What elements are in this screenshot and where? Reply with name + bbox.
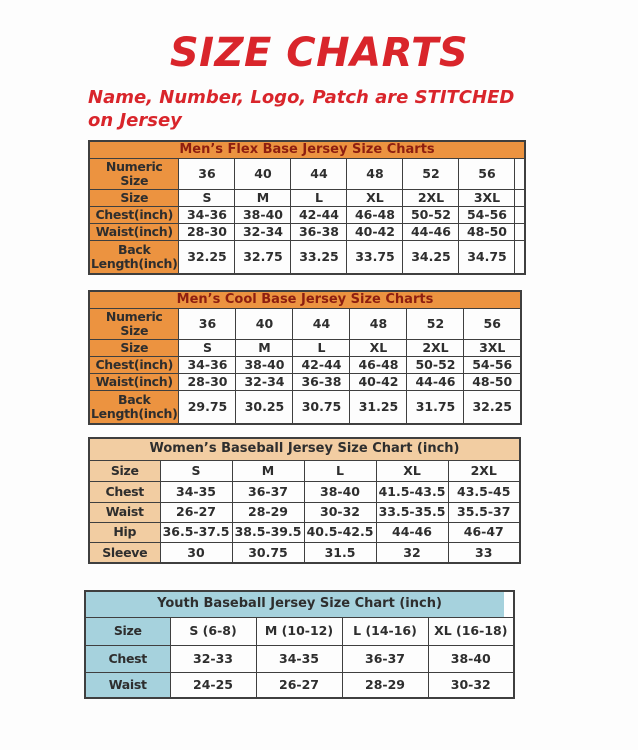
mens-cool-base-grid — [88, 290, 522, 425]
mens-flex-base-cell-value: 42-44 — [291, 206, 347, 223]
mens-flex-base-cell-value: 34.25 — [403, 240, 459, 274]
mens-flex-base-cell-value: 44 — [291, 158, 347, 189]
womens-baseball-row-4 — [89, 542, 520, 563]
page-title: SIZE CHARTS — [169, 30, 469, 76]
womens-baseball-cell-value: 34-35 — [160, 481, 232, 502]
mens-flex-base-row-3 — [89, 223, 525, 240]
mens-cool-base-cell-value: 32.25 — [464, 390, 521, 424]
mens-flex-base-cell-value: 34.75 — [459, 240, 515, 274]
youth-baseball-row-2 — [85, 672, 514, 698]
youth-baseball-cell-value: 34-35 — [256, 645, 342, 672]
womens-baseball-row-1 — [89, 481, 520, 502]
mens-flex-base-cell-value: 3XL — [459, 189, 515, 206]
mens-flex-base-row-1 — [89, 189, 525, 206]
mens-cool-base-cell-value: 56 — [464, 308, 521, 339]
womens-baseball-cell-value: 33 — [448, 542, 520, 563]
youth-baseball-row-1 — [85, 645, 514, 672]
mens-flex-base-cell-value: 34-36 — [179, 206, 235, 223]
mens-flex-base-cell-value: M — [235, 189, 291, 206]
mens-flex-base-cell-value: 54-56 — [459, 206, 515, 223]
stitched-note-line1: Name, Number, Logo, Patch are STITCHED — [88, 87, 515, 108]
womens-baseball-cell-value: 41.5-43.5 — [376, 481, 448, 502]
mens-flex-base-cell-value: 44-46 — [403, 223, 459, 240]
womens-baseball-row-label: Hip — [89, 522, 160, 542]
womens-baseball-table-title: Women’s Baseball Jersey Size Chart (inch) — [89, 438, 520, 460]
mens-cool-base-cell-value: 54-56 — [464, 356, 521, 373]
mens-cool-base-cell-value: 36-38 — [293, 373, 350, 390]
youth-baseball-cell-value: XL (16-18) — [428, 617, 514, 645]
youth-baseball-cell-value: 28-29 — [342, 672, 428, 698]
youth-baseball-row-label: Chest — [85, 645, 170, 672]
mens-flex-base-cell-value: 52 — [403, 158, 459, 189]
mens-flex-base-cell-value: 32.25 — [179, 240, 235, 274]
mens-cool-base-cell-value: L — [293, 339, 350, 356]
mens-cool-base-row-label: Chest(inch) — [89, 356, 179, 373]
mens-cool-base-cell-value: 28-30 — [179, 373, 236, 390]
mens-cool-base-cell-value: 40 — [236, 308, 293, 339]
mens-cool-base-cell-value: 50-52 — [407, 356, 464, 373]
mens-flex-base-cell-value: 28-30 — [179, 223, 235, 240]
mens-cool-base-cell-value: 31.25 — [350, 390, 407, 424]
mens-flex-base-cell-value: 33.25 — [291, 240, 347, 274]
mens-flex-base-empty-cell — [515, 223, 525, 240]
mens-cool-base-cell-value: 38-40 — [236, 356, 293, 373]
mens-cool-base-cell-value: 48-50 — [464, 373, 521, 390]
mens-cool-base-row-2 — [89, 356, 521, 373]
youth-baseball-size-table — [84, 590, 515, 699]
mens-flex-base-cell-value: 32-34 — [235, 223, 291, 240]
mens-cool-base-size-table — [88, 290, 522, 425]
mens-flex-base-cell-value: 50-52 — [403, 206, 459, 223]
mens-cool-base-cell-value: 42-44 — [293, 356, 350, 373]
womens-baseball-cell-value: 26-27 — [160, 502, 232, 522]
mens-cool-base-row-label: Back Length(inch) — [89, 390, 179, 424]
mens-flex-base-cell-value: XL — [347, 189, 403, 206]
mens-cool-base-row-0 — [89, 308, 521, 339]
womens-baseball-row-2 — [89, 502, 520, 522]
mens-cool-base-cell-value: 32-34 — [236, 373, 293, 390]
womens-baseball-cell-value: 43.5-45 — [448, 481, 520, 502]
mens-cool-base-cell-value: 29.75 — [179, 390, 236, 424]
mens-flex-base-cell-value: 56 — [459, 158, 515, 189]
mens-cool-base-cell-value: 44-46 — [407, 373, 464, 390]
mens-cool-base-cell-value: 30.25 — [236, 390, 293, 424]
mens-flex-base-row-0 — [89, 158, 525, 189]
mens-cool-base-cell-value: 48 — [350, 308, 407, 339]
youth-baseball-row-0 — [85, 617, 514, 645]
womens-baseball-row-label: Waist — [89, 502, 160, 522]
mens-cool-base-row-1 — [89, 339, 521, 356]
youth-baseball-cell-value: S (6-8) — [170, 617, 256, 645]
mens-cool-base-cell-value: 44 — [293, 308, 350, 339]
mens-cool-base-cell-value: 52 — [407, 308, 464, 339]
womens-baseball-row-label: Chest — [89, 481, 160, 502]
womens-baseball-cell-value: 28-29 — [232, 502, 304, 522]
womens-baseball-cell-value: M — [232, 460, 304, 481]
mens-flex-base-cell-value: S — [179, 189, 235, 206]
mens-flex-base-cell-value: 48-50 — [459, 223, 515, 240]
mens-flex-base-size-table — [88, 140, 526, 275]
womens-baseball-row-label: Size — [89, 460, 160, 481]
womens-baseball-cell-value: 35.5-37 — [448, 502, 520, 522]
womens-baseball-cell-value: 30.75 — [232, 542, 304, 563]
youth-baseball-grid — [84, 590, 515, 699]
mens-flex-base-row-label: Chest(inch) — [89, 206, 179, 223]
mens-cool-base-row-4 — [89, 390, 521, 424]
youth-baseball-cell-value: 24-25 — [170, 672, 256, 698]
mens-flex-base-cell-value: 36-38 — [291, 223, 347, 240]
mens-cool-base-cell-value: 40-42 — [350, 373, 407, 390]
youth-baseball-row-label: Size — [85, 617, 170, 645]
mens-cool-base-row-label: Size — [89, 339, 179, 356]
mens-flex-base-table-title: Men’s Flex Base Jersey Size Charts — [89, 141, 525, 158]
mens-flex-base-row-label: Size — [89, 189, 179, 206]
womens-baseball-cell-value: 2XL — [448, 460, 520, 481]
mens-flex-base-cell-value: 40 — [235, 158, 291, 189]
mens-flex-base-row-4 — [89, 240, 525, 274]
mens-flex-base-row-label: Waist(inch) — [89, 223, 179, 240]
mens-cool-base-cell-value: M — [236, 339, 293, 356]
youth-baseball-cell-value: 30-32 — [428, 672, 514, 698]
youth-baseball-cell-value: M (10-12) — [256, 617, 342, 645]
womens-baseball-row-label: Sleeve — [89, 542, 160, 563]
mens-flex-base-cell-value: 32.75 — [235, 240, 291, 274]
womens-baseball-row-0 — [89, 460, 520, 481]
womens-baseball-cell-value: 46-47 — [448, 522, 520, 542]
womens-baseball-cell-value: 31.5 — [304, 542, 376, 563]
mens-cool-base-cell-value: 30.75 — [293, 390, 350, 424]
mens-cool-base-row-3 — [89, 373, 521, 390]
mens-cool-base-row-label: Waist(inch) — [89, 373, 179, 390]
mens-cool-base-cell-value: 31.75 — [407, 390, 464, 424]
womens-baseball-row-3 — [89, 522, 520, 542]
mens-flex-base-empty-cell — [515, 240, 525, 274]
womens-baseball-size-table — [88, 437, 521, 564]
womens-baseball-cell-value: 30-32 — [304, 502, 376, 522]
mens-flex-base-row-label: Numeric Size — [89, 158, 179, 189]
mens-flex-base-cell-value: 33.75 — [347, 240, 403, 274]
mens-cool-base-cell-value: S — [179, 339, 236, 356]
mens-flex-base-row-label: Back Length(inch) — [89, 240, 179, 274]
youth-baseball-cell-value: 36-37 — [342, 645, 428, 672]
mens-flex-base-row-2 — [89, 206, 525, 223]
youth-baseball-row-label: Waist — [85, 672, 170, 698]
womens-baseball-cell-value: XL — [376, 460, 448, 481]
stitched-note — [88, 86, 558, 132]
mens-flex-base-cell-value: 40-42 — [347, 223, 403, 240]
womens-baseball-cell-value: 40.5-42.5 — [304, 522, 376, 542]
youth-baseball-cell-value: 32-33 — [170, 645, 256, 672]
mens-cool-base-cell-value: 36 — [179, 308, 236, 339]
mens-cool-base-cell-value: 2XL — [407, 339, 464, 356]
womens-baseball-cell-value: L — [304, 460, 376, 481]
mens-flex-base-cell-value: 46-48 — [347, 206, 403, 223]
mens-flex-base-empty-cell — [515, 158, 525, 189]
mens-flex-base-empty-cell — [515, 189, 525, 206]
mens-cool-base-cell-value: 34-36 — [179, 356, 236, 373]
womens-baseball-cell-value: 38-40 — [304, 481, 376, 502]
womens-baseball-cell-value: 38.5-39.5 — [232, 522, 304, 542]
womens-baseball-grid — [88, 437, 521, 564]
womens-baseball-cell-value: S — [160, 460, 232, 481]
mens-cool-base-table-title: Men’s Cool Base Jersey Size Charts — [89, 291, 521, 308]
womens-baseball-cell-value: 33.5-35.5 — [376, 502, 448, 522]
mens-cool-base-row-label: Numeric Size — [89, 308, 179, 339]
womens-baseball-cell-value: 32 — [376, 542, 448, 563]
youth-baseball-cell-value: 38-40 — [428, 645, 514, 672]
mens-cool-base-cell-value: 3XL — [464, 339, 521, 356]
mens-flex-base-cell-value: 36 — [179, 158, 235, 189]
mens-flex-base-grid — [88, 140, 526, 275]
womens-baseball-cell-value: 36.5-37.5 — [160, 522, 232, 542]
mens-flex-base-cell-value: L — [291, 189, 347, 206]
mens-cool-base-cell-value: XL — [350, 339, 407, 356]
womens-baseball-cell-value: 36-37 — [232, 481, 304, 502]
mens-cool-base-cell-value: 46-48 — [350, 356, 407, 373]
mens-flex-base-empty-cell — [515, 206, 525, 223]
youth-baseball-cell-value: 26-27 — [256, 672, 342, 698]
mens-flex-base-cell-value: 48 — [347, 158, 403, 189]
womens-baseball-cell-value: 30 — [160, 542, 232, 563]
womens-baseball-cell-value: 44-46 — [376, 522, 448, 542]
mens-flex-base-cell-value: 2XL — [403, 189, 459, 206]
youth-baseball-table-title: Youth Baseball Jersey Size Chart (inch) — [85, 591, 514, 617]
stitched-note-line2: on Jersey — [88, 110, 182, 131]
youth-baseball-cell-value: L (14-16) — [342, 617, 428, 645]
mens-flex-base-cell-value: 38-40 — [235, 206, 291, 223]
